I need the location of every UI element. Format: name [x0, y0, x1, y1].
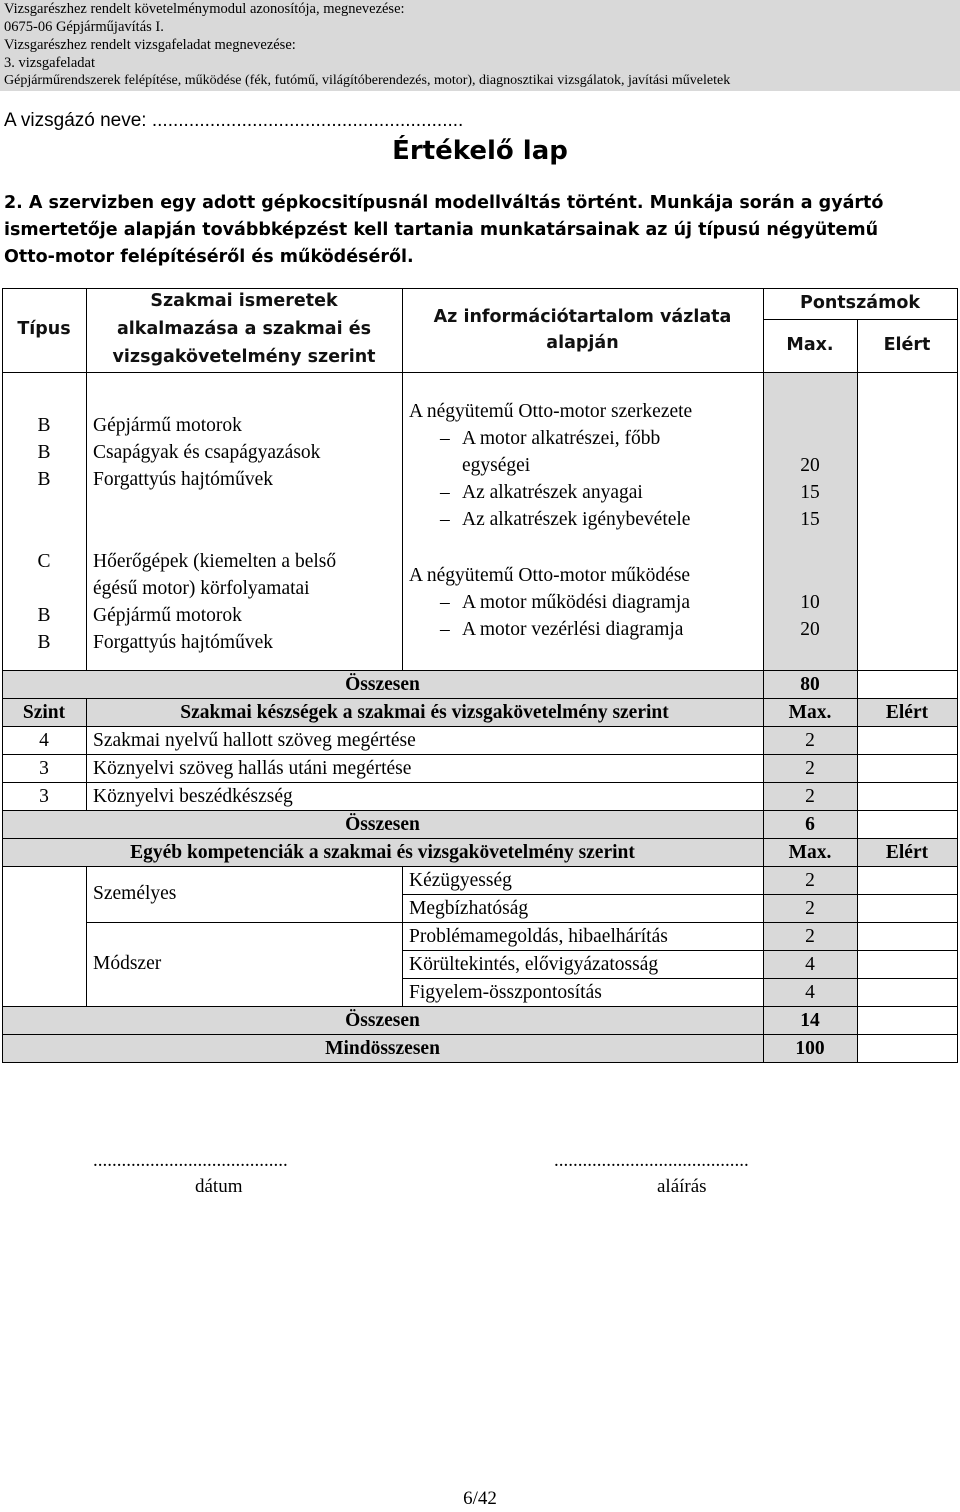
topic-cell: Forgattyús hajtóművek — [93, 469, 274, 490]
sum1-value: 80 — [800, 674, 820, 695]
competence-group-personal: Személyes — [93, 883, 177, 904]
sum1-label: Összesen — [345, 674, 420, 695]
block2-item — [440, 616, 683, 643]
competence-group-method: Módszer — [93, 953, 162, 974]
competence-text: Kézügyesség — [409, 870, 512, 891]
header-line-2: 0675-06 Gépjárműjavítás I. — [4, 19, 164, 35]
col-header-skills-2: alkalmazása a szakmai és — [117, 319, 371, 339]
dash-bullet: – — [440, 509, 450, 530]
skill-max: 2 — [805, 758, 815, 779]
max-points: 15 — [800, 509, 820, 530]
competence-text: Megbízhatóság — [409, 898, 529, 919]
col-header-achieved: Elért — [883, 335, 931, 355]
skills-title-header: Szakmai készségek a szakmai és vizsgakövetelmény szerint — [180, 702, 669, 723]
type-cell: B — [37, 415, 51, 436]
vline — [857, 319, 858, 670]
block2-heading: A négyütemű Otto-motor működése — [409, 565, 691, 586]
page-title: Értékelő lap — [392, 136, 568, 166]
item-text: A motor működési diagramja — [462, 592, 691, 613]
col-header-max: Max. — [786, 335, 834, 355]
competence-max: 4 — [805, 982, 815, 1003]
col-header-info-2: alapján — [546, 333, 619, 353]
max-points: 20 — [800, 455, 820, 476]
hline — [2, 1062, 958, 1063]
header-line-1: Vizsgarészhez rendelt követelménymodul azonosítója, megnevezése: — [4, 1, 405, 17]
grand-total-value: 100 — [795, 1038, 825, 1059]
topic-cell: Gépjármű motorok — [93, 605, 242, 626]
competence-max: 2 — [805, 870, 815, 891]
vline — [402, 866, 403, 1006]
task-line-1: 2. A szervizben egy adott gépkocsitípusnál modellváltás történt. Munkája során a gyártó — [4, 193, 884, 213]
date-line: ......................................... — [93, 1150, 288, 1171]
competence-max: 2 — [805, 926, 815, 947]
type-cell: B — [37, 442, 51, 463]
skills-level-header: Szint — [22, 702, 66, 723]
dash-bullet: – — [440, 482, 450, 503]
competence-text: Körültekintés, elővigyázatosság — [409, 954, 659, 975]
skill-text: Köznyelvi szöveg hallás utáni megértése — [93, 758, 412, 779]
hline — [2, 372, 958, 373]
col-header-points: Pontszámok — [800, 293, 920, 313]
skill-max: 2 — [805, 786, 815, 807]
topic-cell: Csapágyak és csapágyazások — [93, 442, 321, 463]
vline — [857, 670, 858, 1062]
sum3-label: Összesen — [345, 1010, 420, 1031]
block2-item — [440, 589, 690, 616]
header-line-4: 3. vizsgafeladat — [4, 55, 95, 71]
hline — [763, 319, 958, 320]
topic-cell: Forgattyús hajtóművek — [93, 632, 274, 653]
sum2-value: 6 — [805, 814, 815, 835]
col-header-skills-3: vizsgakövetelmény szerint — [112, 347, 376, 367]
skill-level: 3 — [39, 758, 49, 779]
item-text: Az alkatrészek anyagai — [462, 482, 643, 503]
sum2-label: Összesen — [345, 814, 420, 835]
competence-text: Problémamegoldás, hibaelhárítás — [409, 926, 668, 947]
task-line-2: ismertetője alapján továbbképzést kell tartania munkatársainak az új típusú négyütemű — [4, 220, 879, 240]
col-header-type: Típus — [17, 319, 71, 339]
skills-max-header: Max. — [788, 702, 832, 723]
item-text: A motor vezérlési diagramja — [462, 619, 684, 640]
header-line-3: Vizsgarészhez rendelt vizsgafeladat megnevezése: — [4, 37, 296, 53]
signature-line: ......................................... — [554, 1150, 749, 1171]
block1-item-cont: egységei — [462, 455, 531, 476]
dash-bullet: – — [440, 428, 450, 449]
col-header-skills-1: Szakmai ismeretek — [150, 291, 338, 311]
max-points: 20 — [800, 619, 820, 640]
topic-cell: Hőerőgépek (kiemelten a belső — [93, 551, 337, 572]
skill-level: 4 — [39, 730, 49, 751]
competence-max: 2 — [805, 898, 815, 919]
grand-total-label: Mindösszesen — [325, 1038, 440, 1059]
type-cell: B — [37, 605, 51, 626]
topic-cell: Gépjármű motorok — [93, 415, 242, 436]
dash-bullet: – — [440, 619, 450, 640]
vline — [957, 288, 958, 1063]
sum3-value: 14 — [800, 1010, 820, 1031]
block1-item — [440, 506, 690, 533]
header-line-5: Gépjárműrendszerek felépítése, működése (fék, futómű, világítóberendezés, motor), diagnosztikai vizsgálatok, javítási műveletek — [4, 73, 731, 88]
item-text: Az alkatrészek igénybevétele — [462, 509, 691, 530]
item-text: A motor alkatrészei, főbb — [462, 428, 661, 449]
type-cell: B — [37, 469, 51, 490]
block1-item — [440, 425, 660, 452]
skill-text: Köznyelvi beszédkészség — [93, 786, 293, 807]
task-line-3: Otto-motor felépítéséről és működéséről. — [4, 247, 414, 267]
block1-heading: A négyütemű Otto-motor szerkezete — [409, 401, 693, 422]
dash-bullet: – — [440, 592, 450, 613]
max-points: 15 — [800, 482, 820, 503]
page-number: 6/42 — [463, 1488, 497, 1509]
max-points: 10 — [800, 592, 820, 613]
competence-achieved-header: Elért — [885, 842, 929, 863]
type-cell: B — [37, 632, 51, 653]
candidate-name-field: A vizsgázó neve: ........................................................... — [4, 110, 464, 131]
competence-text: Figyelem-összpontosítás — [409, 982, 602, 1003]
block1-item — [440, 479, 643, 506]
competence-max: 4 — [805, 954, 815, 975]
competence-max-header: Max. — [788, 842, 832, 863]
skill-text: Szakmai nyelvű hallott szöveg megértése — [93, 730, 416, 751]
signature-label: aláírás — [657, 1176, 707, 1197]
skill-max: 2 — [805, 730, 815, 751]
col-header-info-1: Az információtartalom vázlata — [433, 307, 732, 327]
vline — [86, 866, 87, 1006]
date-label: dátum — [195, 1176, 243, 1197]
type-cell: C — [37, 551, 51, 572]
skill-level: 3 — [39, 786, 49, 807]
competence-title-header: Egyéb kompetenciák a szakmai és vizsgakövetelmény szerint — [130, 842, 635, 863]
skills-achieved-header: Elért — [885, 702, 929, 723]
topic-cell: égésű motor) körfolyamatai — [93, 578, 310, 599]
